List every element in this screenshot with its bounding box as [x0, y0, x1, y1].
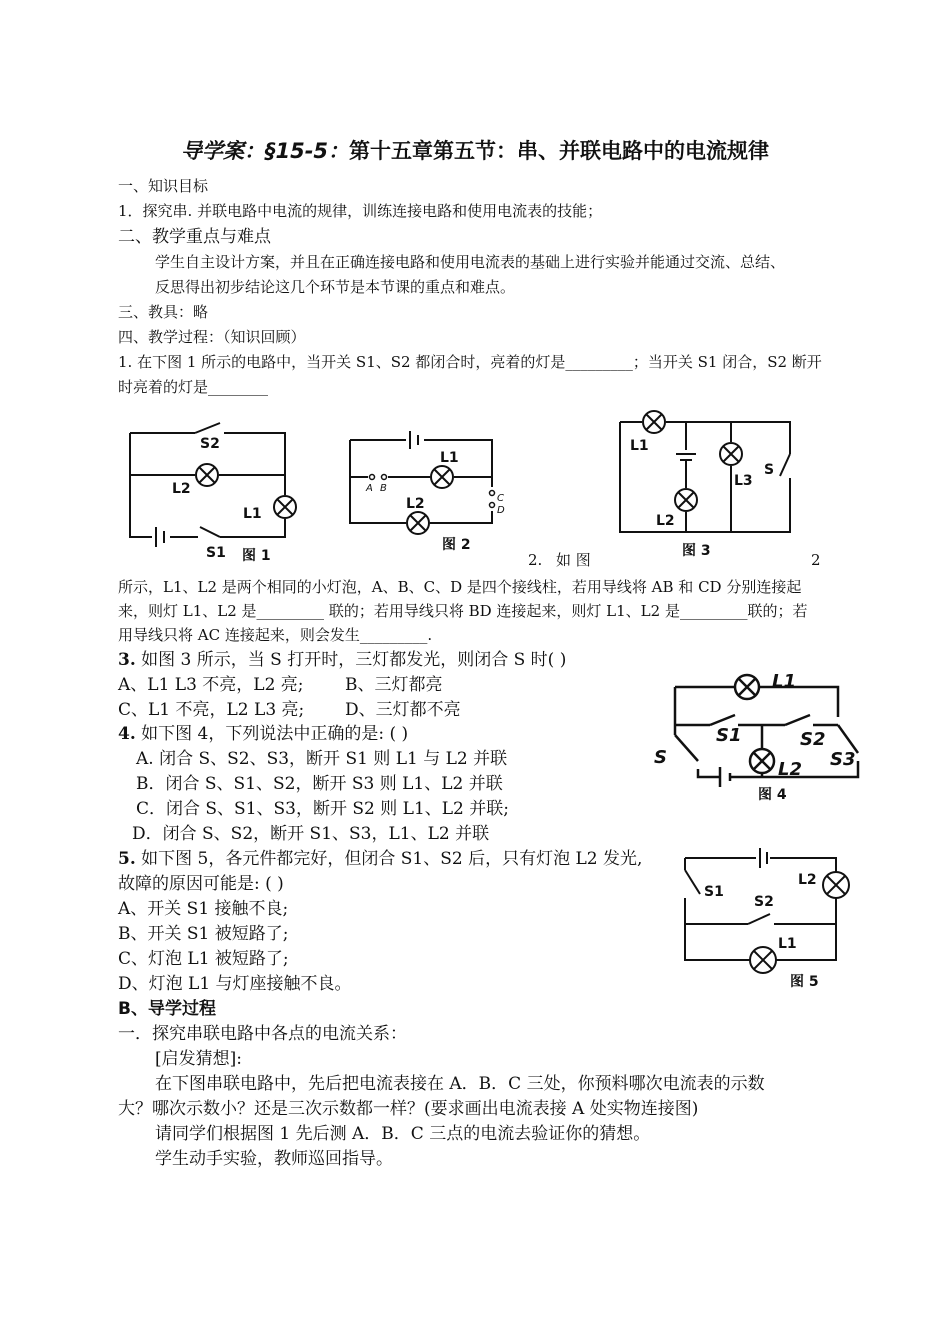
fig2-label-b: B	[380, 483, 387, 494]
section2-para-line2: 反思得出初步结论这几个环节是本节课的重点和难点。	[155, 278, 516, 296]
q4-number: 4.	[118, 724, 136, 744]
q5-stem-line2: 故障的原因可能是: ( )	[118, 874, 284, 894]
fig4-label-s1: S1	[716, 725, 742, 746]
q3-opt-c: C、L1 不亮，L2 L3 亮;	[118, 700, 305, 720]
fig4-label-s3: S3	[830, 749, 856, 770]
q3-number: 3.	[118, 650, 136, 670]
partB-p3: 学生动手实验，教师巡回指导。	[155, 1149, 393, 1169]
fig3-label-l2: L2	[656, 513, 675, 529]
section4-heading: 四、教学过程：（知识回顾）	[118, 328, 306, 346]
q3-opt-a: A、L1 L3 不亮，L2 亮;	[118, 675, 304, 695]
q3-opt-b: B、三灯都亮	[345, 675, 443, 695]
q4-opt-b: B．闭合 S、S1、S2，断开 S3 则 L1、L2 并联	[136, 774, 503, 794]
section1-heading: 一、知识目标	[118, 177, 209, 195]
q5-opt-d: D、灯泡 L1 与灯座接触不良。	[118, 974, 352, 994]
figure-3-circuit	[610, 410, 800, 560]
q3-stem	[118, 648, 566, 673]
figure-1-circuit	[120, 415, 305, 565]
fig1-label-s2: S2	[200, 436, 220, 452]
fig2-label-l1: L1	[440, 450, 459, 466]
q5-opt-a: A、开关 S1 接触不良;	[118, 899, 289, 919]
q4-opt-d: D．闭合 S、S2，断开 S1、S3，L1、L2 并联	[132, 824, 490, 844]
section1-item1: 1．探究串. 并联电路中电流的规律，训练连接电路和使用电流表的技能；	[118, 202, 603, 220]
fig5-label-s2: S2	[754, 894, 774, 910]
q5-opt-b: B、开关 S1 被短路了;	[118, 924, 289, 944]
q2-start-fig: 2	[811, 551, 821, 569]
fig4-label-s2: S2	[800, 729, 826, 750]
fig4-label-s: S	[654, 747, 667, 768]
fig1-caption: 图 1	[242, 548, 271, 564]
figure-4-circuit	[650, 665, 860, 810]
q2-start-num: 2.	[528, 551, 543, 569]
figure-5-circuit	[670, 840, 860, 995]
fig3-caption: 图 3	[682, 543, 711, 559]
fig2-caption: 图 2	[442, 537, 471, 553]
q3-opt-d: D、三灯都不亮	[345, 700, 461, 720]
partB-guess: [启发猜想]:	[155, 1049, 242, 1069]
q4-stem	[118, 722, 408, 747]
fig2-label-c: C	[497, 493, 504, 504]
q4-opt-a: A. 闭合 S、S2、S3，断开 S1 则 L1 与 L2 并联	[136, 749, 508, 769]
q2-line1: 所示，L1、L2 是两个相同的小灯泡，A、B、C、D 是四个接线柱，若用导线将 AB 和 CD 分别连接起	[118, 578, 802, 596]
q5-stem-line1	[118, 847, 642, 872]
q2-start-word: 如 图	[556, 551, 591, 569]
fig2-label-a: A	[366, 483, 373, 494]
q3-stem-text: 如图 3 所示，当 S 打开时，三灯都发光，则闭合 S 时( )	[135, 650, 567, 670]
q4-stem-text: 如下图 4，下列说法中正确的是: ( )	[135, 724, 409, 744]
fig2-label-d: D	[497, 505, 505, 516]
fig3-label-l3: L3	[734, 473, 753, 489]
fig4-caption: 图 4	[758, 787, 787, 803]
section3-heading: 三、教具：略	[118, 303, 209, 321]
page-title	[0, 135, 950, 165]
title-main: 第十五章第五节：串、并联电路中的电流规律	[349, 139, 770, 163]
figure-2-circuit	[340, 425, 515, 555]
q4-opt-c: C．闭合 S、S1、S3，断开 S2 则 L1、L2 并联;	[136, 799, 509, 819]
fig2-label-l2: L2	[406, 496, 425, 512]
q1-line1: 1. 在下图 1 所示的电路中，当开关 S1、S2 都闭合时，亮着的灯是_________；当开关 S1 闭合，S2 断开	[118, 353, 822, 371]
fig1-label-l1: L1	[243, 506, 262, 522]
q5-stem-text: 如下图 5，各元件都完好，但闭合 S1、S2 后，只有灯泡 L2 发光,	[135, 849, 643, 869]
partB-p1-line2: 大？哪次示数小？还是三次示数都一样？(要求画出电流表接 A 处实物连接图)	[118, 1099, 699, 1119]
fig4-label-l2: L2	[778, 759, 802, 780]
q5-number: 5.	[118, 849, 136, 869]
fig5-caption: 图 5	[790, 974, 819, 990]
fig1-label-l2: L2	[172, 481, 191, 497]
q1-line2: 时亮着的灯是________	[118, 378, 269, 396]
partB-sub1: 一．探究串联电路中各点的电流关系：	[118, 1024, 407, 1044]
section2-heading: 二、教学重点与难点	[118, 227, 271, 247]
q5-opt-c: C、灯泡 L1 被短路了;	[118, 949, 289, 969]
partB-p1-line1: 在下图串联电路中，先后把电流表接在 A．B．C 三处，你预料哪次电流表的示数	[155, 1074, 765, 1094]
fig3-label-l1: L1	[630, 438, 649, 454]
fig5-label-s1: S1	[704, 884, 724, 900]
section2-para-line1: 学生自主设计方案，并且在正确连接电路和使用电流表的基础上进行实验并能通过交流、总结、	[155, 253, 786, 271]
partB-p2: 请同学们根据图 1 先后测 A．B．C 三点的电流去验证你的猜想。	[155, 1124, 651, 1144]
partB-heading: B、导学过程	[118, 999, 216, 1019]
fig5-label-l1: L1	[778, 936, 797, 952]
title-prefix: 导学案：§15-5：	[180, 139, 350, 163]
fig5-label-l2: L2	[798, 872, 817, 888]
fig4-label-l1: L1	[772, 671, 796, 692]
q2-line2: 来，则灯 L1、L2 是_________ 联的；若用导线只将 BD 连接起来，则灯 L1、L2 是_________联的；若	[118, 602, 808, 620]
q2-line3: 用导线只将 AC 连接起来，则会发生_________.	[118, 626, 433, 644]
fig1-label-s1: S1	[206, 545, 226, 561]
fig3-label-s: S	[764, 462, 775, 478]
